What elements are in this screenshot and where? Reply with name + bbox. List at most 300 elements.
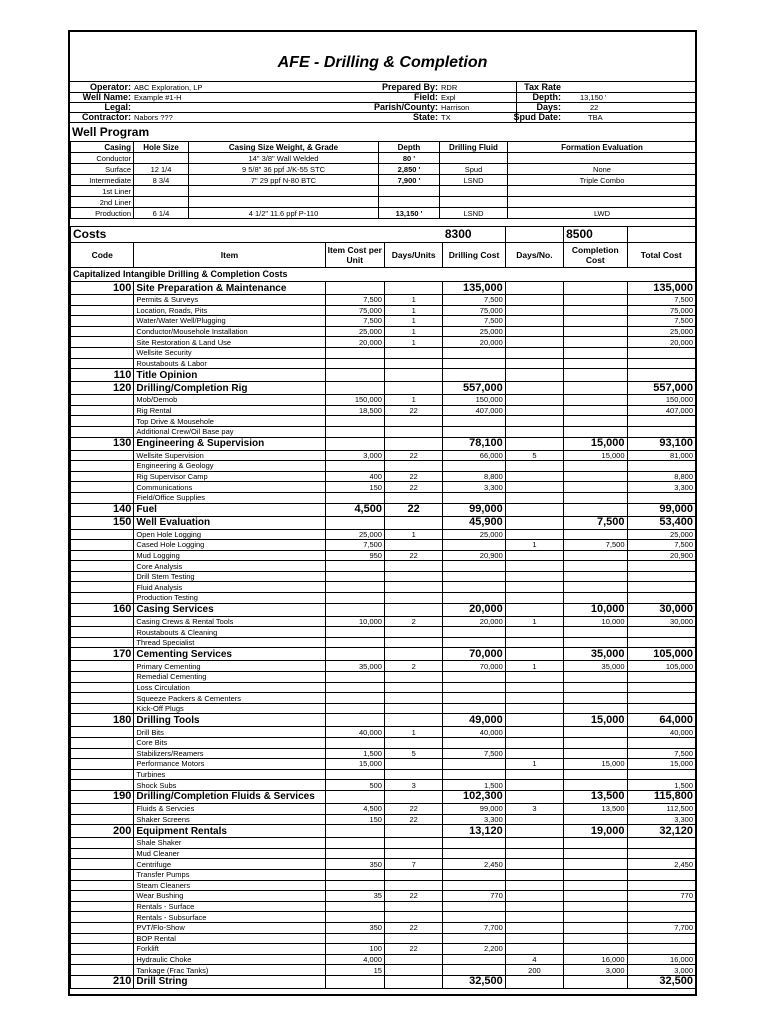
drilling-cost-cell: 407,000 <box>443 405 505 416</box>
item-cell: Title Opinion <box>134 369 325 382</box>
total-cost-cell <box>627 703 696 714</box>
item-cost-cell <box>325 869 384 880</box>
casing-row <box>71 153 697 164</box>
drilling-cost-cell: 40,000 <box>443 727 505 738</box>
completion-cost-cell: 10,000 <box>564 616 627 627</box>
item-cell: Shaker Screens <box>134 814 325 825</box>
code-cell <box>71 561 134 572</box>
completion-cost-cell: 10,000 <box>564 603 627 616</box>
prepared-by-label: Prepared By: <box>381 82 438 92</box>
drilling-cost-cell: 20,000 <box>443 603 505 616</box>
days-units-cell <box>384 880 442 891</box>
drilling-cost-cell: 70,000 <box>443 648 505 661</box>
total-cost-cell <box>627 693 696 704</box>
cost-item-row <box>71 661 696 672</box>
item-cell: Rentals - Surface <box>134 901 325 912</box>
total-cost-cell: 557,000 <box>627 382 696 395</box>
days-no-cell <box>505 912 563 923</box>
code-cell <box>71 759 134 770</box>
well-program-title: Well Program <box>72 125 150 139</box>
drilling-fluid-cell: LSND <box>440 208 508 219</box>
total-cost-cell <box>627 944 696 955</box>
cost-item-row <box>71 954 696 965</box>
days-no-cell <box>505 358 563 369</box>
total-cost-cell <box>627 769 696 780</box>
completion-cost-cell <box>564 550 627 561</box>
item-cost-cell <box>325 693 384 704</box>
item-cost-cell <box>325 703 384 714</box>
prepared-by-value: RDR <box>441 83 458 92</box>
days-no-cell <box>505 922 563 933</box>
formation-eval-cell: Triple Combo <box>508 175 697 186</box>
casing-type-cell: 2nd Liner <box>71 197 134 208</box>
item-cost-cell: 150,000 <box>325 395 384 406</box>
item-cell: Fluids & Servcies <box>134 803 325 814</box>
code-cell <box>71 426 134 437</box>
casing-size-cell <box>189 186 379 197</box>
item-cell: Roustabouts & Cleaning <box>134 627 325 638</box>
item-cell: Additional Crew/Oil Base pay <box>134 426 325 437</box>
days-units-cell <box>384 838 442 849</box>
days-units-cell <box>384 901 442 912</box>
drilling-cost-cell <box>443 738 505 749</box>
cost-item-row <box>71 450 696 461</box>
code-cell: 100 <box>71 282 134 295</box>
days-no-cell <box>505 769 563 780</box>
item-cell: Fuel <box>134 503 325 516</box>
completion-cost-cell <box>564 305 627 316</box>
completion-cost-cell <box>564 627 627 638</box>
drilling-cost-cell: 2,200 <box>443 944 505 955</box>
total-cost-cell <box>627 426 696 437</box>
days-units-cell <box>384 848 442 859</box>
completion-cost-cell <box>564 503 627 516</box>
item-cost-cell: 350 <box>325 922 384 933</box>
drilling-cost-cell <box>443 461 505 472</box>
item-cost-cell <box>325 582 384 593</box>
days-units-cell: 2 <box>384 616 442 627</box>
cost-item-row <box>71 627 696 638</box>
completion-cost-cell <box>564 561 627 572</box>
casing-size-cell: 7" 29 ppf N-80 BTC <box>189 175 379 186</box>
code-cell <box>71 461 134 472</box>
completion-cost-cell <box>564 358 627 369</box>
cost-item-row <box>71 571 696 582</box>
days-no-cell <box>505 838 563 849</box>
completion-cost-cell <box>564 295 627 306</box>
operator-value: ABC Exploration, LP <box>134 83 203 92</box>
drilling-cost-cell <box>443 561 505 572</box>
days-units-cell <box>384 790 442 803</box>
days-no-cell <box>505 714 563 727</box>
completion-cost-cell <box>564 426 627 437</box>
cost-item-row <box>71 672 696 683</box>
total-cost-cell: 2,450 <box>627 859 696 870</box>
costs-title: Costs <box>71 227 443 243</box>
item-cell: Shock Subs <box>134 780 325 791</box>
days-no-cell: 200 <box>505 965 563 976</box>
cost-item-row <box>71 727 696 738</box>
casing-table <box>70 141 697 219</box>
total-cost-cell: 7,700 <box>627 922 696 933</box>
days-no-cell <box>505 637 563 648</box>
item-cost-cell: 20,000 <box>325 337 384 348</box>
total-cost-cell <box>627 738 696 749</box>
item-cost-cell: 4,500 <box>325 803 384 814</box>
item-cell: Turbines <box>134 769 325 780</box>
item-cell: Transfer Pumps <box>134 869 325 880</box>
item-cell: Mud Logging <box>134 550 325 561</box>
completion-cost-cell <box>564 571 627 582</box>
total-cost-cell <box>627 869 696 880</box>
total-cost-cell <box>627 848 696 859</box>
code-cell: 210 <box>71 975 134 988</box>
code-cell <box>71 803 134 814</box>
code-cell <box>71 550 134 561</box>
item-cost-cell: 950 <box>325 550 384 561</box>
item-cost-cell: 15 <box>325 965 384 976</box>
item-cell: Fluid Analysis <box>134 582 325 593</box>
days-units-cell <box>384 965 442 976</box>
completion-cost-cell <box>564 922 627 933</box>
days-units-cell: 1 <box>384 305 442 316</box>
item-cost-cell <box>325 682 384 693</box>
total-cost-cell <box>627 461 696 472</box>
item-cost-cell <box>325 347 384 358</box>
cost-group-row <box>71 714 696 727</box>
code-cell <box>71 780 134 791</box>
afe-sheet <box>68 30 697 996</box>
completion-cost-cell <box>564 738 627 749</box>
days-no-cell <box>505 933 563 944</box>
drilling-cost-cell: 557,000 <box>443 382 505 395</box>
cost-item-row <box>71 901 696 912</box>
days-no-cell <box>505 282 563 295</box>
days-no-cell <box>505 748 563 759</box>
days-units-cell <box>384 426 442 437</box>
completion-cost-cell <box>564 780 627 791</box>
days-units-cell <box>384 358 442 369</box>
item-cost-cell <box>325 437 384 450</box>
cost-item-row <box>71 693 696 704</box>
casing-row <box>71 197 697 208</box>
completion-cost-cell: 35,000 <box>564 661 627 672</box>
casing-row <box>71 164 697 175</box>
days-no-cell <box>505 561 563 572</box>
item-cell: Tankage (Frac Tanks) <box>134 965 325 976</box>
item-cell: Permits & Surveys <box>134 295 325 306</box>
days-units-cell <box>384 714 442 727</box>
cost-item-row <box>71 703 696 714</box>
total-cost-cell: 105,000 <box>627 661 696 672</box>
code-cell: 130 <box>71 437 134 450</box>
item-cell: Conductor/Mousehole Installation <box>134 326 325 337</box>
formation-eval-cell: LWD <box>508 208 697 219</box>
code-cell <box>71 869 134 880</box>
code-cell <box>71 814 134 825</box>
code-cell <box>71 748 134 759</box>
code-cell <box>71 529 134 540</box>
drilling-cost-cell: 75,000 <box>443 305 505 316</box>
days-units-cell: 1 <box>384 529 442 540</box>
total-cost-cell <box>627 571 696 582</box>
item-cell: Primary Cementing <box>134 661 325 672</box>
item-cost-cell: 400 <box>325 471 384 482</box>
hole-size-cell <box>134 186 189 197</box>
item-cell: Open Hole Logging <box>134 529 325 540</box>
code-cell <box>71 616 134 627</box>
code-cell <box>71 682 134 693</box>
casing-header: Casing <box>71 142 134 153</box>
item-cell: Rig Rental <box>134 405 325 416</box>
cost-item-row <box>71 405 696 416</box>
depth-cell <box>379 197 440 208</box>
days-units-cell <box>384 738 442 749</box>
code-cell <box>71 416 134 427</box>
code-cell: 140 <box>71 503 134 516</box>
cost-item-row <box>71 944 696 955</box>
item-cost-cell: 25,000 <box>325 529 384 540</box>
drilling-cost-cell <box>443 593 505 604</box>
cost-item-row <box>71 416 696 427</box>
days-units-cell <box>384 593 442 604</box>
drilling-code: 8300 <box>443 227 505 243</box>
item-cost-cell: 100 <box>325 944 384 955</box>
days-no-cell <box>505 593 563 604</box>
item-cost-cell <box>325 358 384 369</box>
days-no-cell: 5 <box>505 450 563 461</box>
item-cost-cell <box>325 369 384 382</box>
days-no-cell <box>505 880 563 891</box>
depth-header: Depth <box>379 142 440 153</box>
casing-size-header: Casing Size Weight, & Grade <box>189 142 379 153</box>
completion-cost-cell <box>564 326 627 337</box>
item-header: Item <box>134 243 325 268</box>
cost-item-row <box>71 461 696 472</box>
spud-date-label: Spud Date: <box>513 112 561 122</box>
drilling-cost-cell <box>443 369 505 382</box>
item-cost-cell <box>325 627 384 638</box>
item-cost-cell: 35,000 <box>325 661 384 672</box>
code-cell <box>71 582 134 593</box>
drilling-fluid-cell <box>440 186 508 197</box>
casing-size-cell: 14" 3/8" Wall Welded <box>189 153 379 164</box>
total-cost-cell: 40,000 <box>627 727 696 738</box>
code-cell <box>71 954 134 965</box>
code-cell <box>71 901 134 912</box>
days-units-cell <box>384 627 442 638</box>
completion-cost-cell: 15,000 <box>564 759 627 770</box>
cost-item-row <box>71 295 696 306</box>
cost-item-row <box>71 922 696 933</box>
depth-value: 13,150 ' <box>580 93 607 102</box>
drilling-cost-cell <box>443 672 505 683</box>
days-no-cell: 4 <box>505 954 563 965</box>
code-cell <box>71 922 134 933</box>
total-cost-cell: 15,000 <box>627 759 696 770</box>
cost-item-row <box>71 848 696 859</box>
days-units-cell <box>384 461 442 472</box>
completion-cost-cell <box>564 529 627 540</box>
item-cost-cell: 350 <box>325 859 384 870</box>
casing-size-cell <box>189 197 379 208</box>
item-cell: Drill Stem Testing <box>134 571 325 582</box>
total-cost-cell: 25,000 <box>627 529 696 540</box>
drilling-fluid-cell <box>440 153 508 164</box>
days-no-cell: 1 <box>505 661 563 672</box>
completion-cost-cell <box>564 282 627 295</box>
days-units-cell: 22 <box>384 814 442 825</box>
total-cost-cell <box>627 492 696 503</box>
casing-row <box>71 186 697 197</box>
days-units-cell <box>384 369 442 382</box>
completion-cost-cell <box>564 582 627 593</box>
casing-size-cell: 4 1/2" 11.6 ppf P-110 <box>189 208 379 219</box>
drilling-cost-cell: 3,300 <box>443 814 505 825</box>
item-cost-cell: 7,500 <box>325 295 384 306</box>
depth-cell: 7,900 ' <box>379 175 440 186</box>
total-cost-cell: 407,000 <box>627 405 696 416</box>
total-cost-cell: 25,000 <box>627 326 696 337</box>
days-units-cell <box>384 693 442 704</box>
cost-item-row <box>71 492 696 503</box>
item-cell: Drilling Tools <box>134 714 325 727</box>
cost-group-row <box>71 437 696 450</box>
total-cost-cell <box>627 912 696 923</box>
cost-item-row <box>71 482 696 493</box>
item-cell: Mud Cleaner <box>134 848 325 859</box>
days-units-cell: 1 <box>384 337 442 348</box>
cost-item-row <box>71 426 696 437</box>
completion-cost-cell <box>564 727 627 738</box>
item-cell: Casing Services <box>134 603 325 616</box>
item-cell: Rig Supervisor Camp <box>134 471 325 482</box>
code-cell: 150 <box>71 516 134 529</box>
total-cost-cell <box>627 838 696 849</box>
cost-item-row <box>71 316 696 327</box>
code-cell <box>71 316 134 327</box>
days-no-cell <box>505 825 563 838</box>
code-cell <box>71 326 134 337</box>
item-cell: BOP Rental <box>134 933 325 944</box>
drilling-cost-cell: 3,300 <box>443 482 505 493</box>
days-units-cell: 1 <box>384 395 442 406</box>
parish-value: Harrison <box>441 103 470 112</box>
days-no-cell <box>505 405 563 416</box>
drilling-cost-cell <box>443 869 505 880</box>
item-cell: PVT/Flo-Show <box>134 922 325 933</box>
item-cost-cell: 500 <box>325 780 384 791</box>
days-no-cell <box>505 503 563 516</box>
code-cell <box>71 482 134 493</box>
days-units-cell <box>384 769 442 780</box>
days-no-cell: 1 <box>505 759 563 770</box>
total-cost-cell: 20,000 <box>627 337 696 348</box>
drilling-cost-cell <box>443 582 505 593</box>
item-cost-cell <box>325 790 384 803</box>
days-units-cell <box>384 933 442 944</box>
total-cost-cell: 7,500 <box>627 316 696 327</box>
total-cost-cell: 16,000 <box>627 954 696 965</box>
drilling-cost-cell: 99,000 <box>443 503 505 516</box>
days-units-cell: 22 <box>384 482 442 493</box>
days-units-cell <box>384 347 442 358</box>
completion-cost-cell <box>564 672 627 683</box>
days-no-cell <box>505 382 563 395</box>
days-no-cell <box>505 891 563 902</box>
cost-item-row <box>71 637 696 648</box>
completion-cost-cell <box>564 369 627 382</box>
days-no-cell <box>505 437 563 450</box>
cost-item-row <box>71 780 696 791</box>
drilling-cost-cell <box>443 912 505 923</box>
total-cost-header: Total Cost <box>627 243 696 268</box>
drilling-cost-cell: 45,900 <box>443 516 505 529</box>
cost-item-row <box>71 305 696 316</box>
cost-item-row <box>71 593 696 604</box>
days-units-cell <box>384 571 442 582</box>
days-units-cell <box>384 561 442 572</box>
item-cell: Steam Cleaners <box>134 880 325 891</box>
item-cost-cell <box>325 492 384 503</box>
item-cell: Production Testing <box>134 593 325 604</box>
item-cell: Drill String <box>134 975 325 988</box>
cost-group-row <box>71 503 696 516</box>
days-no-cell <box>505 316 563 327</box>
total-cost-cell: 81,000 <box>627 450 696 461</box>
code-cell <box>71 305 134 316</box>
days-value: 22 <box>590 103 599 112</box>
item-cell: Core Bits <box>134 738 325 749</box>
item-cell: Location, Roads, Pits <box>134 305 325 316</box>
code-cell <box>71 571 134 582</box>
completion-cost-cell <box>564 869 627 880</box>
hole-size-cell <box>134 197 189 208</box>
item-cell: Communications <box>134 482 325 493</box>
days-no-cell <box>505 975 563 988</box>
days-no-cell <box>505 790 563 803</box>
days-units-cell: 1 <box>384 295 442 306</box>
item-cell: Drill Bits <box>134 727 325 738</box>
completion-cost-cell <box>564 769 627 780</box>
code-cell <box>71 661 134 672</box>
code-cell <box>71 912 134 923</box>
drilling-cost-cell <box>443 703 505 714</box>
days-no-cell <box>505 395 563 406</box>
total-cost-cell: 99,000 <box>627 503 696 516</box>
days-units-cell: 22 <box>384 550 442 561</box>
item-cost-cell <box>325 603 384 616</box>
drilling-cost-cell: 770 <box>443 891 505 902</box>
contractor-label: Contractor: <box>82 112 131 122</box>
total-cost-cell: 135,000 <box>627 282 696 295</box>
total-cost-cell <box>627 637 696 648</box>
drilling-fluid-header: Drilling Fluid <box>440 142 508 153</box>
code-cell <box>71 738 134 749</box>
completion-cost-cell <box>564 912 627 923</box>
days-units-cell <box>384 382 442 395</box>
item-cost-cell: 4,000 <box>325 954 384 965</box>
drilling-cost-cell: 20,000 <box>443 337 505 348</box>
depth-cell <box>379 186 440 197</box>
cost-item-row <box>71 358 696 369</box>
days-label: Days: <box>536 102 561 112</box>
days-units-cell <box>384 437 442 450</box>
item-cost-cell: 10,000 <box>325 616 384 627</box>
completion-cost-cell <box>564 337 627 348</box>
drilling-cost-cell <box>443 880 505 891</box>
days-units-cell <box>384 416 442 427</box>
